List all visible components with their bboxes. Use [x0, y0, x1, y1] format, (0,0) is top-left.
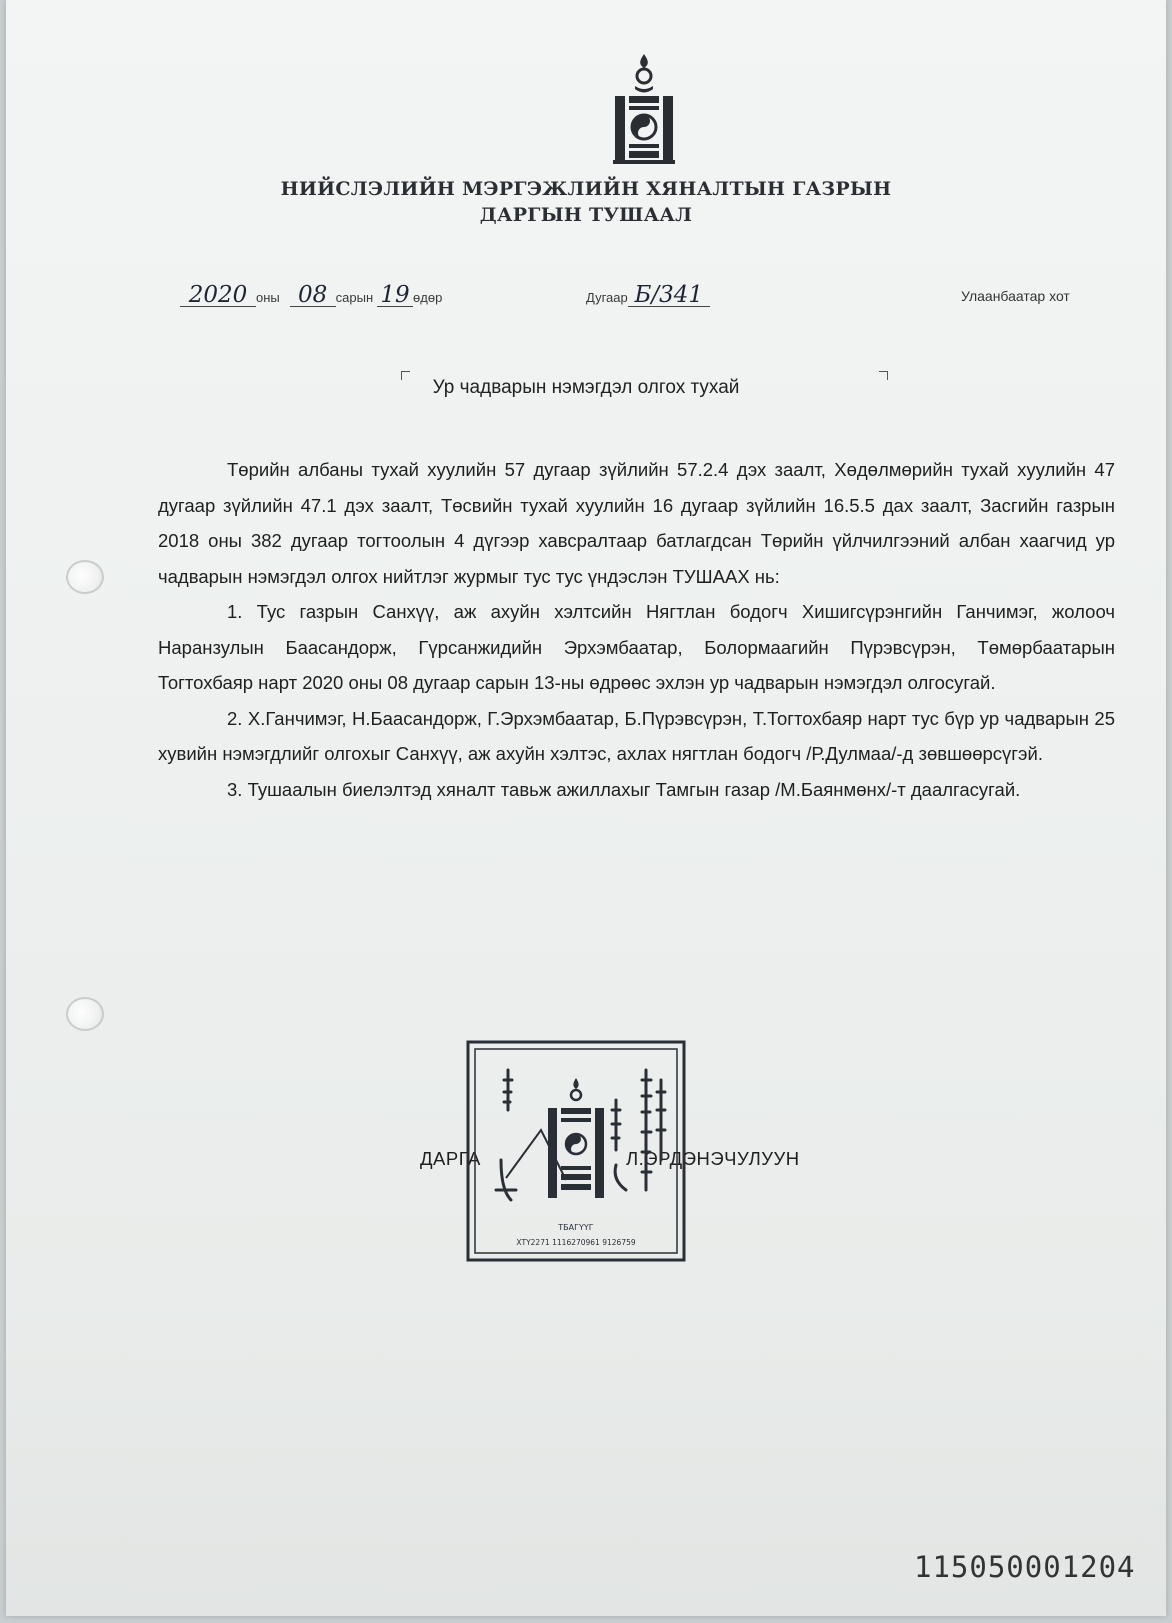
- date-row: [180, 284, 442, 307]
- signature-name: Л.ЭРДЭНЭЧУЛУУН: [626, 1148, 800, 1169]
- serial-number: 115050001204: [914, 1550, 1136, 1584]
- date-day: 19: [377, 284, 413, 307]
- stamp-codes: ХТҮ2271 1116270961 9126759: [516, 1238, 636, 1247]
- order-number: Б/341: [628, 284, 710, 307]
- body-intro: Төрийн албаны тухай хуулийн 57 дугаар зүйлийн 57.2.4 дэх заалт, Хөдөлмөрийн тухай хуулийн 47 дугаар зүйлийн 47.1 дэх заалт, Төсвийн тухай хуулийн 16 дугаар зүйлийн 16.5.5 дах заалт, Засгийн газрын 2018 оны 382 дугаар тогтоолын 4 дүгээр хавсралтаар батлагдсан Төрийн үйлчилгээний албан хаагчид ур чадварын нэмэгдэл олгох нийтлэг журмыг тус тус үндэслэн ТУШААХ нь:: [158, 459, 1115, 587]
- org-title-line1: НИЙСЛЭЛИЙН МЭРГЭЖЛИЙН ХЯНАЛТЫН ГАЗРЫН: [280, 178, 892, 200]
- stamp-label: ТБАГҮҮГ: [558, 1223, 594, 1232]
- punch-hole-upper: [66, 560, 104, 594]
- body-item-3: 3. Тушаалын биелэлтэд хяналт тавьж ажиллахыг Тамгын газар /М.Баянмөнх/-т даалгасугай.: [227, 778, 1021, 800]
- document-header: [0, 176, 1172, 228]
- date-year: 2020: [180, 284, 256, 307]
- official-stamp-icon: [466, 1040, 686, 1262]
- order-number-label: Дугаар: [586, 290, 628, 305]
- city-label: Улаанбаатар хот: [961, 288, 1070, 304]
- date-month: 08: [290, 284, 336, 307]
- order-number-row: [586, 284, 710, 307]
- org-title-line2: ДАРГЫН ТУШААЛ: [479, 204, 693, 226]
- signature-title: ДАРГА: [420, 1148, 481, 1169]
- body-item-2: 2. Х.Ганчимэг, Н.Баасандорж, Г.Эрхэмбаатар, Б.Пүрэвсүрэн, Т.Тогтохбаяр нарт тус бүр ур чадварын 25 хувийн нэмэгдлийг олгохыг Санхүү, аж ахуйн хэлтэс, ахлах нягтлан бодогч /Р.Дулмаа/-д зөвшөөрсүгэй.: [158, 707, 1115, 764]
- document-subject: Ур чадварын нэмэгдэл олгох тухай: [432, 377, 740, 398]
- document-sheet: [6, 0, 1166, 1616]
- body-item-1: 1. Тус газрын Санхүү, аж ахуйн хэлтсийн Нягтлан бодогч Хишигсүрэнгийн Ганчимэг, жолооч Наранзулын Баасандорж, Гүрсанжидийн Эрхэмбаатар, Болормаагийн Пүрэвсүрэн, Төмөрбаатарын Тогтохбаяр нарт 2020 оны 08 дугаар сарын 13-ны өдрөөс эхлэн ур чадварын нэмэгдэл олгосугай.: [158, 601, 1115, 693]
- document-body: [158, 452, 1115, 807]
- date-year-label: оны: [256, 290, 280, 305]
- date-month-label: сарын: [335, 290, 374, 305]
- date-day-label: өдөр: [413, 290, 443, 305]
- punch-hole-lower: [66, 997, 104, 1031]
- soyombo-emblem-icon: [613, 52, 675, 164]
